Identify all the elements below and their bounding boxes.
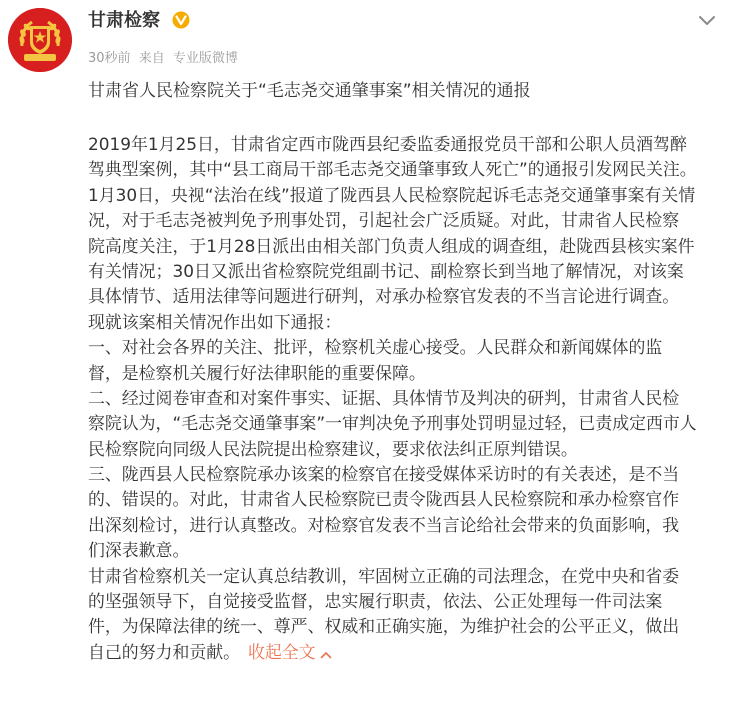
- post-line: 民检察院向同级人民法院提出检察建议，要求依法纠正原判错误。: [88, 438, 578, 459]
- account-name[interactable]: 甘肃检察: [88, 10, 160, 31]
- account-name-row: [88, 8, 190, 34]
- post-from-label: 来自: [138, 51, 165, 66]
- post-line: 督，是检察机关履行好法律职能的重要保障。: [88, 362, 426, 383]
- avatar[interactable]: [8, 8, 72, 72]
- post-line: 自己的努力和贡献。: [88, 641, 241, 662]
- post-line: 驾典型案例，其中“县工商局干部毛志尧交通肇事致人死亡”的通报引发网民关注。: [88, 159, 697, 180]
- post-line: 的坚强领导下，自觉接受监督，忠实履行职责，依法、公正处理每一件司法案: [88, 591, 663, 612]
- collapse-label: 收起全文: [248, 641, 316, 662]
- post-line: 现就该案相关情况作出如下通报：: [88, 311, 342, 332]
- post-line: 察院认为，“毛志尧交通肇事案”一审判决免予刑事处罚明显过轻，已责成定西市人: [88, 413, 697, 434]
- post-line: 具体情节、适用法律等问题进行研判，对承办检察官发表的不当言论进行调查。: [88, 286, 680, 307]
- post-last-line: [88, 640, 716, 665]
- procuratorate-emblem-icon: [8, 8, 72, 72]
- post-line: 件，为保障法律的统一、尊严、权威和正确实施，为维护社会的公平正义，做出: [88, 616, 680, 637]
- post-line: 况，对于毛志尧被判免予刑事处罚，引起社会广泛质疑。对此，甘肃省人民检察: [88, 210, 680, 231]
- post-line: 甘肃省检察机关一定认真总结教训，牢固树立正确的司法理念，在党中央和省委: [88, 565, 680, 586]
- post-line: 们深表歉意。: [88, 540, 190, 561]
- post-line: 一、对社会各界的关注、批评，检察机关虚心接受。人民群众和新闻媒体的监: [88, 337, 663, 358]
- post-line: 1月30日，央视“法治在线”报道了陇西县人民检察院起诉毛志尧交通肇事案有关情: [88, 184, 696, 205]
- post-body: [88, 132, 716, 665]
- chevron-down-icon[interactable]: [698, 14, 716, 26]
- collapse-full-text-link[interactable]: [248, 642, 332, 662]
- post-source-link[interactable]: 专业版微博: [172, 51, 238, 66]
- post-meta: [88, 50, 242, 68]
- post-line: 出深刻检讨，进行认真整改。对检察官发表不当言论给社会带来的负面影响，我: [88, 514, 680, 535]
- post-line: 二、经过阅卷审查和对案件事实、证据、具体情节及判决的研判，甘肃省人民检: [88, 387, 680, 408]
- post-line: 院高度关注，于1月28日派出由相关部门负责人组成的调查组，赴陇西县核实案件: [88, 235, 695, 256]
- post-line: 的、错误的。对此，甘肃省人民检察院已责令陇西县人民检察院和承办检察官作: [88, 489, 680, 510]
- post-line: 有关情况；30日又派出省检察院党组副书记、副检察长到当地了解情况，对该案: [88, 260, 684, 281]
- verified-badge-icon: [172, 11, 190, 29]
- post-time[interactable]: 30秒前: [88, 51, 131, 66]
- post-line: 三、陇西县人民检察院承办该案的检察官在接受媒体采访时的有关表述，是不当: [88, 464, 680, 485]
- post-line: 2019年1月25日，甘肃省定西市陇西县纪委监委通报党员干部和公职人员酒驾醉: [88, 134, 687, 154]
- chevron-up-icon: [320, 651, 332, 659]
- post-title: 甘肃省人民检察院关于“毛志尧交通肇事案”相关情况的通报: [88, 81, 531, 101]
